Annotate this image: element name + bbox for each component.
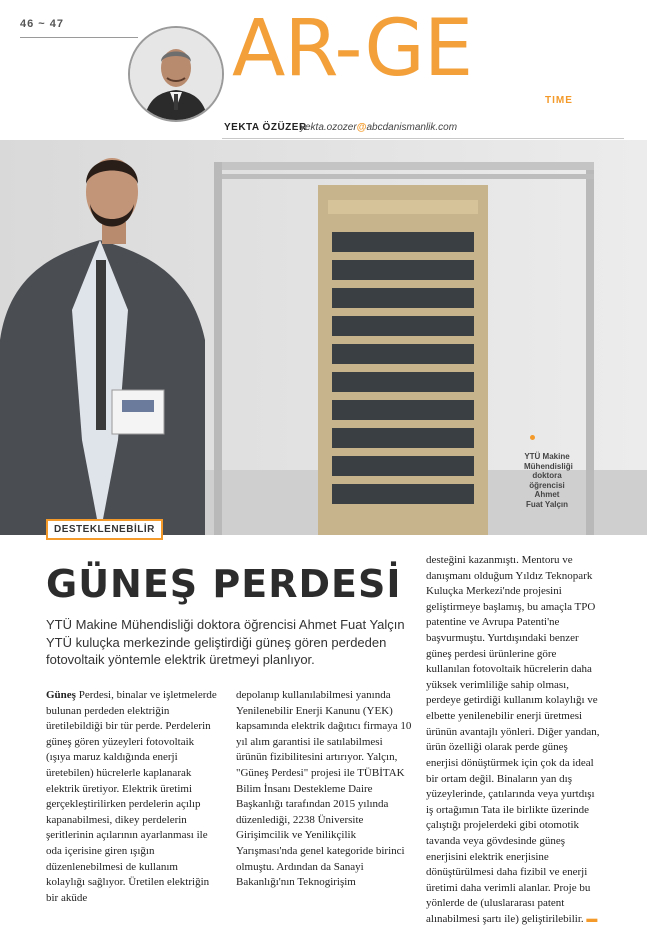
- end-mark: ▬: [586, 913, 598, 926]
- email-at: @: [356, 122, 367, 133]
- caption-line: Fuat Yalçın: [525, 499, 569, 509]
- author-email[interactable]: [300, 122, 457, 133]
- category-tag: DESTEKLENEBİLİR: [46, 519, 163, 540]
- author-avatar: [128, 26, 224, 122]
- caption-line: öğrencisi: [529, 480, 565, 490]
- author-name: YEKTA ÖZÜZER: [224, 122, 307, 133]
- photo-caption: [524, 452, 573, 510]
- email-domain: abcdanismanlik.com: [366, 122, 458, 133]
- page-numbers: 46 ~ 47: [20, 18, 65, 30]
- magazine-logo: AR-GE: [232, 4, 473, 94]
- article-column-3: [426, 553, 600, 928]
- article-column-1: [46, 688, 218, 907]
- author-portrait-icon: [130, 28, 222, 120]
- caption-line: doktora: [532, 471, 562, 481]
- column-1-text: Perdesi, binalar ve işletmelerde bulunan perdeden elektriğin üretilebildiği bir tür perde. Perdelerin güneş gören yüzeyleri fotovoltaik (ışıya maruz kaldığında enerji üretebilen) hücrelerle kaplanarak elektrik üretiyor. Elektrik üretimi gerçekleştirilirken perdelerin açılıp kapanabilmesi, dikey perdelerin şeritlerinin açılarının ayarlanması ile oda içerisine giren ışığın düzenlenebilmesi de kullanım kolaylığı sağlıyor. Üretilen elektriğin bir aküde: [46, 689, 217, 904]
- header-divider: [20, 37, 138, 38]
- article-lead: YTÜ Makine Mühendisliği doktora öğrencisi Ahmet Fuat Yalçın YTÜ kuluçka merkezinde geliştirdiği güneş gören perdeden fotovoltaik yöntemle elektrik üretmeyi planlıyor.: [46, 617, 405, 668]
- caption-line: YTÜ Makine: [524, 452, 570, 461]
- caption-line: Mühendisliği: [524, 461, 573, 471]
- email-user: yekta.ozozer: [300, 122, 357, 133]
- author-divider: [222, 138, 624, 139]
- caption-line: Ahmet: [534, 490, 560, 500]
- caption-bullet: [530, 435, 535, 440]
- column-3-text: desteğini kazanmıştı. Mentoru ve danışmanı olduğum Yıldız Teknopark Kuluçka Merkezi'nde projesini geliştirmeye başlamış, bu amaçla TPO patentine ve Avrupa Patenti'ne başvurmuştu. Yurtdışındaki benzer güneş perdesi ürünlerine göre kullanılan fotovoltaik hücrelerin daha yüksek verimliliğe sahip olması, perdeye getirdiği kullanım kolaylığı ve elbette yenilenebilir enerji üretmesi ürünün avantajlı yönleri. Diğer yandan, ürün özelliği olarak perde güneş enerjisi dönüştürmek için çok da ideal bir ortam değil. Binaların yan dış yüzeylerinde, çatılarında veya yurtdışı iş ortağımın Tata ile birlikte üzerinde çalıştığı projelerdeki gibi otomotik tavanda veya gövdesinde güneş enerjisini elektrik enerjisine dönüştürülmesi daha fizibil ve enerji üretimi daha verimli alanlar. Proje bu yönlerde de (uluslararası patent alınabilmesi şartı ile) geliştirilebilir.: [426, 554, 600, 926]
- article-title: GÜNEŞ PERDESİ: [46, 562, 402, 606]
- article-column-2: depolanıp kullanılabilmesi yanında Yenilenebilir Enerji Kanunu (YEK) kapsamında elektrik dağıtıcı firmaya 10 yıl alım garantisi ile satılabilmesi ürünün fizibilitesini artırıyor. Yalçın, "Güneş Perdesi" projesi ile TÜBİTAK Bilim İnsanı Destekleme Daire Başkanlığı tarafından 2015 yılında düzenlediği, 2238 Üniversite Girişimcilik ve Yenilikçilik Yarışması'nda genel kategoride birinci olmuştu. Ardından da Sanayi Bakanlığı'nın Teknogirişim: [236, 689, 412, 889]
- magazine-logo-sub: TIME: [545, 95, 573, 106]
- drop-word: Güneş: [46, 689, 76, 701]
